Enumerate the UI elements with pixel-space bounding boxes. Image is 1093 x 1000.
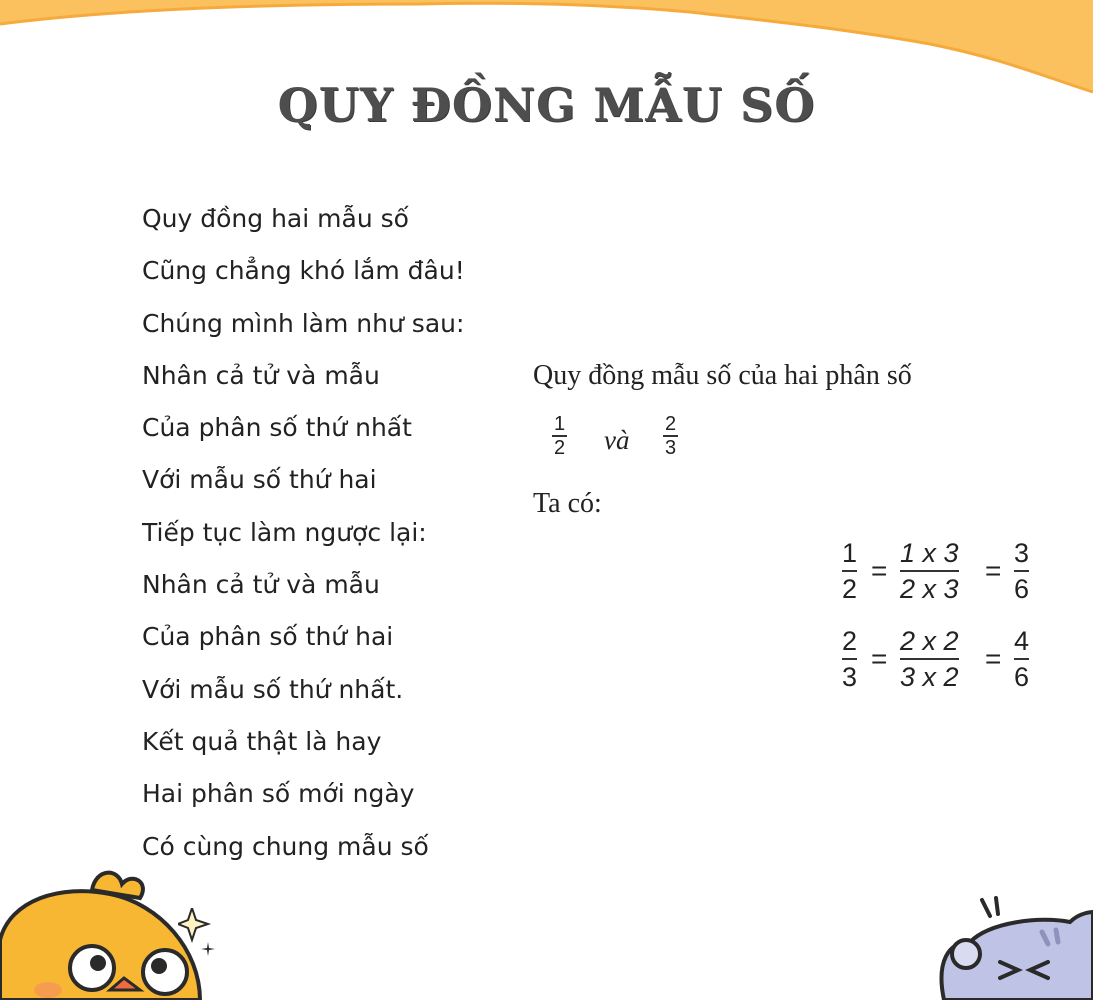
connector-text: và	[604, 425, 630, 455]
fraction-numerator: 4	[1014, 626, 1030, 656]
poem-line: Của phân số thứ nhất	[142, 413, 412, 443]
eq1-lhs-fraction	[842, 538, 857, 604]
equals-sign: =	[871, 643, 888, 674]
example-intro: Quy đồng mẫu số của hai phân số	[533, 360, 912, 391]
equals-sign: =	[985, 555, 1002, 586]
fraction-denominator: 2	[842, 574, 858, 604]
eq2-rhs-fraction	[1014, 626, 1029, 692]
fraction-denominator: 2	[554, 437, 566, 459]
fraction-numerator: 2 x 2	[900, 626, 959, 656]
sparkle-icon	[178, 908, 218, 962]
fraction-denominator: 3 x 2	[900, 662, 959, 692]
poem-line: Với mẫu số thứ nhất.	[142, 674, 404, 704]
poem-line: Cũng chẳng khó lắm đâu!	[142, 256, 465, 286]
ta-co-label: Ta có:	[533, 488, 602, 519]
fraction-numerator: 1	[554, 413, 566, 435]
fraction-numerator: 1	[842, 538, 858, 568]
fraction-numerator: 2	[842, 626, 858, 656]
fraction-denominator: 2 x 3	[900, 574, 959, 604]
poem-line: Chúng mình làm như sau:	[142, 308, 465, 338]
example-fraction-2	[663, 413, 678, 459]
eq2-lhs-fraction	[842, 626, 857, 692]
fraction-denominator: 6	[1014, 662, 1030, 692]
poem-line: Hai phân số mới ngày	[142, 779, 415, 809]
fraction-numerator: 2	[665, 413, 677, 435]
poem-line: Với mẫu số thứ hai	[142, 465, 377, 495]
equals-sign: =	[871, 555, 888, 586]
fraction-numerator: 3	[1014, 538, 1030, 568]
poem-line: Tiếp tục làm ngược lại:	[142, 517, 427, 547]
poem-line: Kết quả thật là hay	[142, 726, 382, 756]
eq2-mid-fraction	[900, 626, 959, 692]
poem-line: Của phân số thứ hai	[142, 622, 394, 652]
fraction-numerator: 1 x 3	[900, 538, 959, 568]
fraction-denominator: 3	[665, 437, 677, 459]
example-fraction-1	[552, 413, 567, 459]
eq1-rhs-fraction	[1014, 538, 1029, 604]
poem-line: Nhân cả tử và mẫu	[142, 570, 380, 600]
cat-mascot-icon	[930, 892, 1093, 1000]
poem	[142, 198, 465, 878]
fraction-denominator: 3	[842, 662, 858, 692]
poem-line: Nhân cả tử và mẫu	[142, 360, 380, 390]
eq1-mid-fraction	[900, 538, 959, 604]
page-title: QUY ĐỒNG MẪU SỐ	[277, 78, 816, 132]
poem-line: Có cùng chung mẫu số	[142, 831, 429, 861]
fraction-denominator: 6	[1014, 574, 1030, 604]
equals-sign: =	[985, 643, 1002, 674]
poem-line: Quy đồng hai mẫu số	[142, 204, 409, 233]
